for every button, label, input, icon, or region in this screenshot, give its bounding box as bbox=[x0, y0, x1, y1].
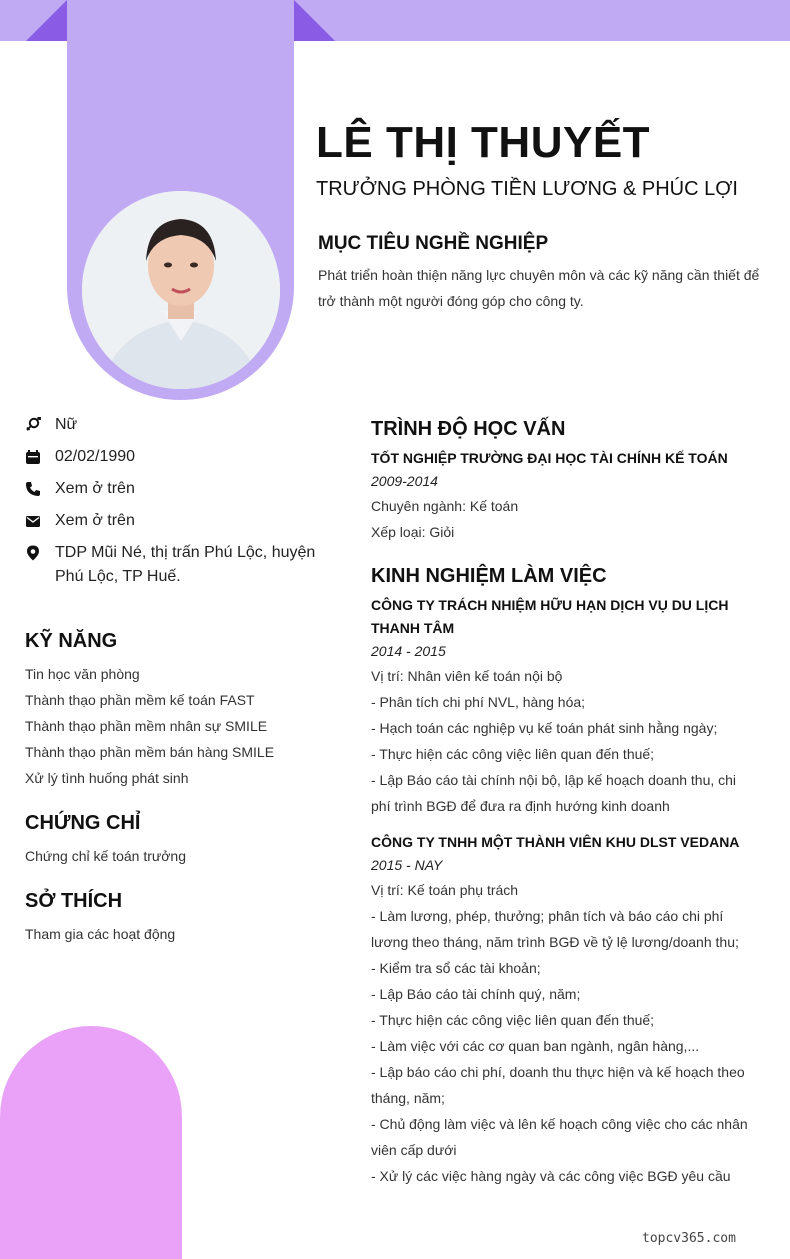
site-watermark: topcv365.com bbox=[642, 1231, 736, 1246]
job-line: - Làm việc với các cơ quan ban ngành, ngân hàng,... bbox=[371, 1038, 700, 1054]
phone-row bbox=[25, 477, 325, 501]
education-major: Chuyên ngành: Kế toán bbox=[371, 498, 519, 514]
phone-icon bbox=[25, 481, 41, 497]
gender-icon bbox=[25, 417, 41, 433]
education-heading: TRÌNH ĐỘ HỌC VẤN bbox=[371, 418, 566, 440]
experience-section bbox=[371, 565, 757, 1201]
skill-item: Thành thạo phần mềm kế toán FAST bbox=[25, 692, 255, 708]
education-grade: Xếp loại: Giỏi bbox=[371, 524, 455, 540]
job-line: - Thực hiện các công việc liên quan đến thuế; bbox=[371, 746, 655, 762]
birthdate-value: 02/02/1990 bbox=[55, 448, 136, 465]
banner-fold-left bbox=[26, 0, 67, 41]
job-line: - Thực hiện các công việc liên quan đến thuế; bbox=[371, 1012, 655, 1028]
calendar-icon bbox=[25, 449, 41, 465]
address-row bbox=[25, 541, 325, 589]
profile-photo bbox=[82, 191, 280, 389]
job-line: - Lập Báo cáo tài chính quý, năm; bbox=[371, 986, 581, 1002]
gender-row bbox=[25, 413, 325, 437]
gender-value: Nữ bbox=[55, 416, 78, 433]
location-pin-icon bbox=[25, 545, 41, 561]
job-line: - Kiểm tra sổ các tài khoản; bbox=[371, 960, 541, 976]
education-section bbox=[371, 418, 757, 545]
skills-heading: KỸ NĂNG bbox=[25, 630, 118, 652]
education-period: 2009-2014 bbox=[371, 473, 438, 489]
job-line: - Chủ động làm việc và lên kế hoạch công việc cho các nhân viên cấp dưới bbox=[371, 1116, 748, 1158]
company-name: CÔNG TY TRÁCH NHIỆM HỮU HẠN DỊCH VỤ DU LỊCH THANH TÂM bbox=[371, 597, 729, 636]
objective-heading: MỤC TIÊU NGHỀ NGHIỆP bbox=[318, 233, 549, 254]
hobby-item: Tham gia các hoạt động bbox=[25, 926, 176, 942]
envelope-icon bbox=[25, 513, 41, 529]
objective-text: Phát triển hoàn thiện năng lực chuyên môn và các kỹ năng cần thiết để trở thành một người đóng góp cho công ty. bbox=[318, 267, 760, 309]
job-line: - Làm lương, phép, thưởng; phân tích và báo cáo chi phí lương theo tháng, năm trình BGĐ về tỷ lệ lương/doanh thu; bbox=[371, 908, 739, 950]
job-entry bbox=[371, 594, 757, 819]
skills-section bbox=[25, 630, 345, 791]
job-line: Vị trí: Nhân viên kế toán nội bộ bbox=[371, 668, 563, 684]
job-line: - Xử lý các việc hàng ngày và các công việc BGĐ yêu cầu bbox=[371, 1168, 731, 1184]
hobbies-heading: SỞ THÍCH bbox=[25, 890, 123, 912]
job-entry bbox=[371, 831, 757, 1189]
job-period: 2014 - 2015 bbox=[371, 643, 446, 659]
job-line: Vị trí: Kế toán phụ trách bbox=[371, 882, 519, 898]
certificates-section bbox=[25, 812, 345, 869]
job-line: - Lập báo cáo chi phí, doanh thu thực hiện và kế hoạch theo tháng, năm; bbox=[371, 1064, 745, 1106]
job-line: - Hạch toán các nghiệp vụ kế toán phát sinh hằng ngày; bbox=[371, 720, 718, 736]
skill-item: Xử lý tình huống phát sinh bbox=[25, 770, 189, 786]
candidate-name: LÊ THỊ THUYẾT bbox=[316, 118, 651, 167]
certificates-heading: CHỨNG CHỈ bbox=[25, 812, 141, 834]
job-title: TRƯỞNG PHÒNG TIỀN LƯƠNG & PHÚC LỢI bbox=[316, 178, 738, 200]
banner-fold-right bbox=[294, 0, 335, 41]
experience-heading: KINH NGHIỆM LÀM VIỆC bbox=[371, 565, 607, 587]
school-name: TỐT NGHIỆP TRƯỜNG ĐẠI HỌC TÀI CHÍNH KẾ TOÁN bbox=[371, 450, 728, 466]
contact-info bbox=[25, 413, 325, 597]
job-line: - Phân tích chi phí NVL, hàng hóa; bbox=[371, 694, 586, 710]
decorative-arch bbox=[0, 1026, 182, 1259]
email-value: Xem ở trên bbox=[55, 512, 135, 529]
company-name: CÔNG TY TNHH MỘT THÀNH VIÊN KHU DLST VEDANA bbox=[371, 834, 740, 850]
address-value: TDP Mũi Né, thị trấn Phú Lộc, huyện Phú Lộc, TP Huế. bbox=[55, 544, 316, 585]
job-line: - Lập Báo cáo tài chính nội bộ, lập kế hoạch doanh thu, chi phí trình BGĐ để đưa ra định hướng kinh doanh bbox=[371, 772, 737, 814]
phone-value: Xem ở trên bbox=[55, 480, 135, 497]
skill-item: Tin học văn phòng bbox=[25, 666, 140, 682]
birthdate-row bbox=[25, 445, 325, 469]
skill-item: Thành thạo phần mềm nhân sự SMILE bbox=[25, 718, 268, 734]
hobbies-section bbox=[25, 890, 345, 947]
certificate-item: Chứng chỉ kế toán trưởng bbox=[25, 848, 187, 864]
job-period: 2015 - NAY bbox=[371, 857, 443, 873]
email-row bbox=[25, 509, 325, 533]
skill-item: Thành thạo phần mềm bán hàng SMILE bbox=[25, 744, 275, 760]
